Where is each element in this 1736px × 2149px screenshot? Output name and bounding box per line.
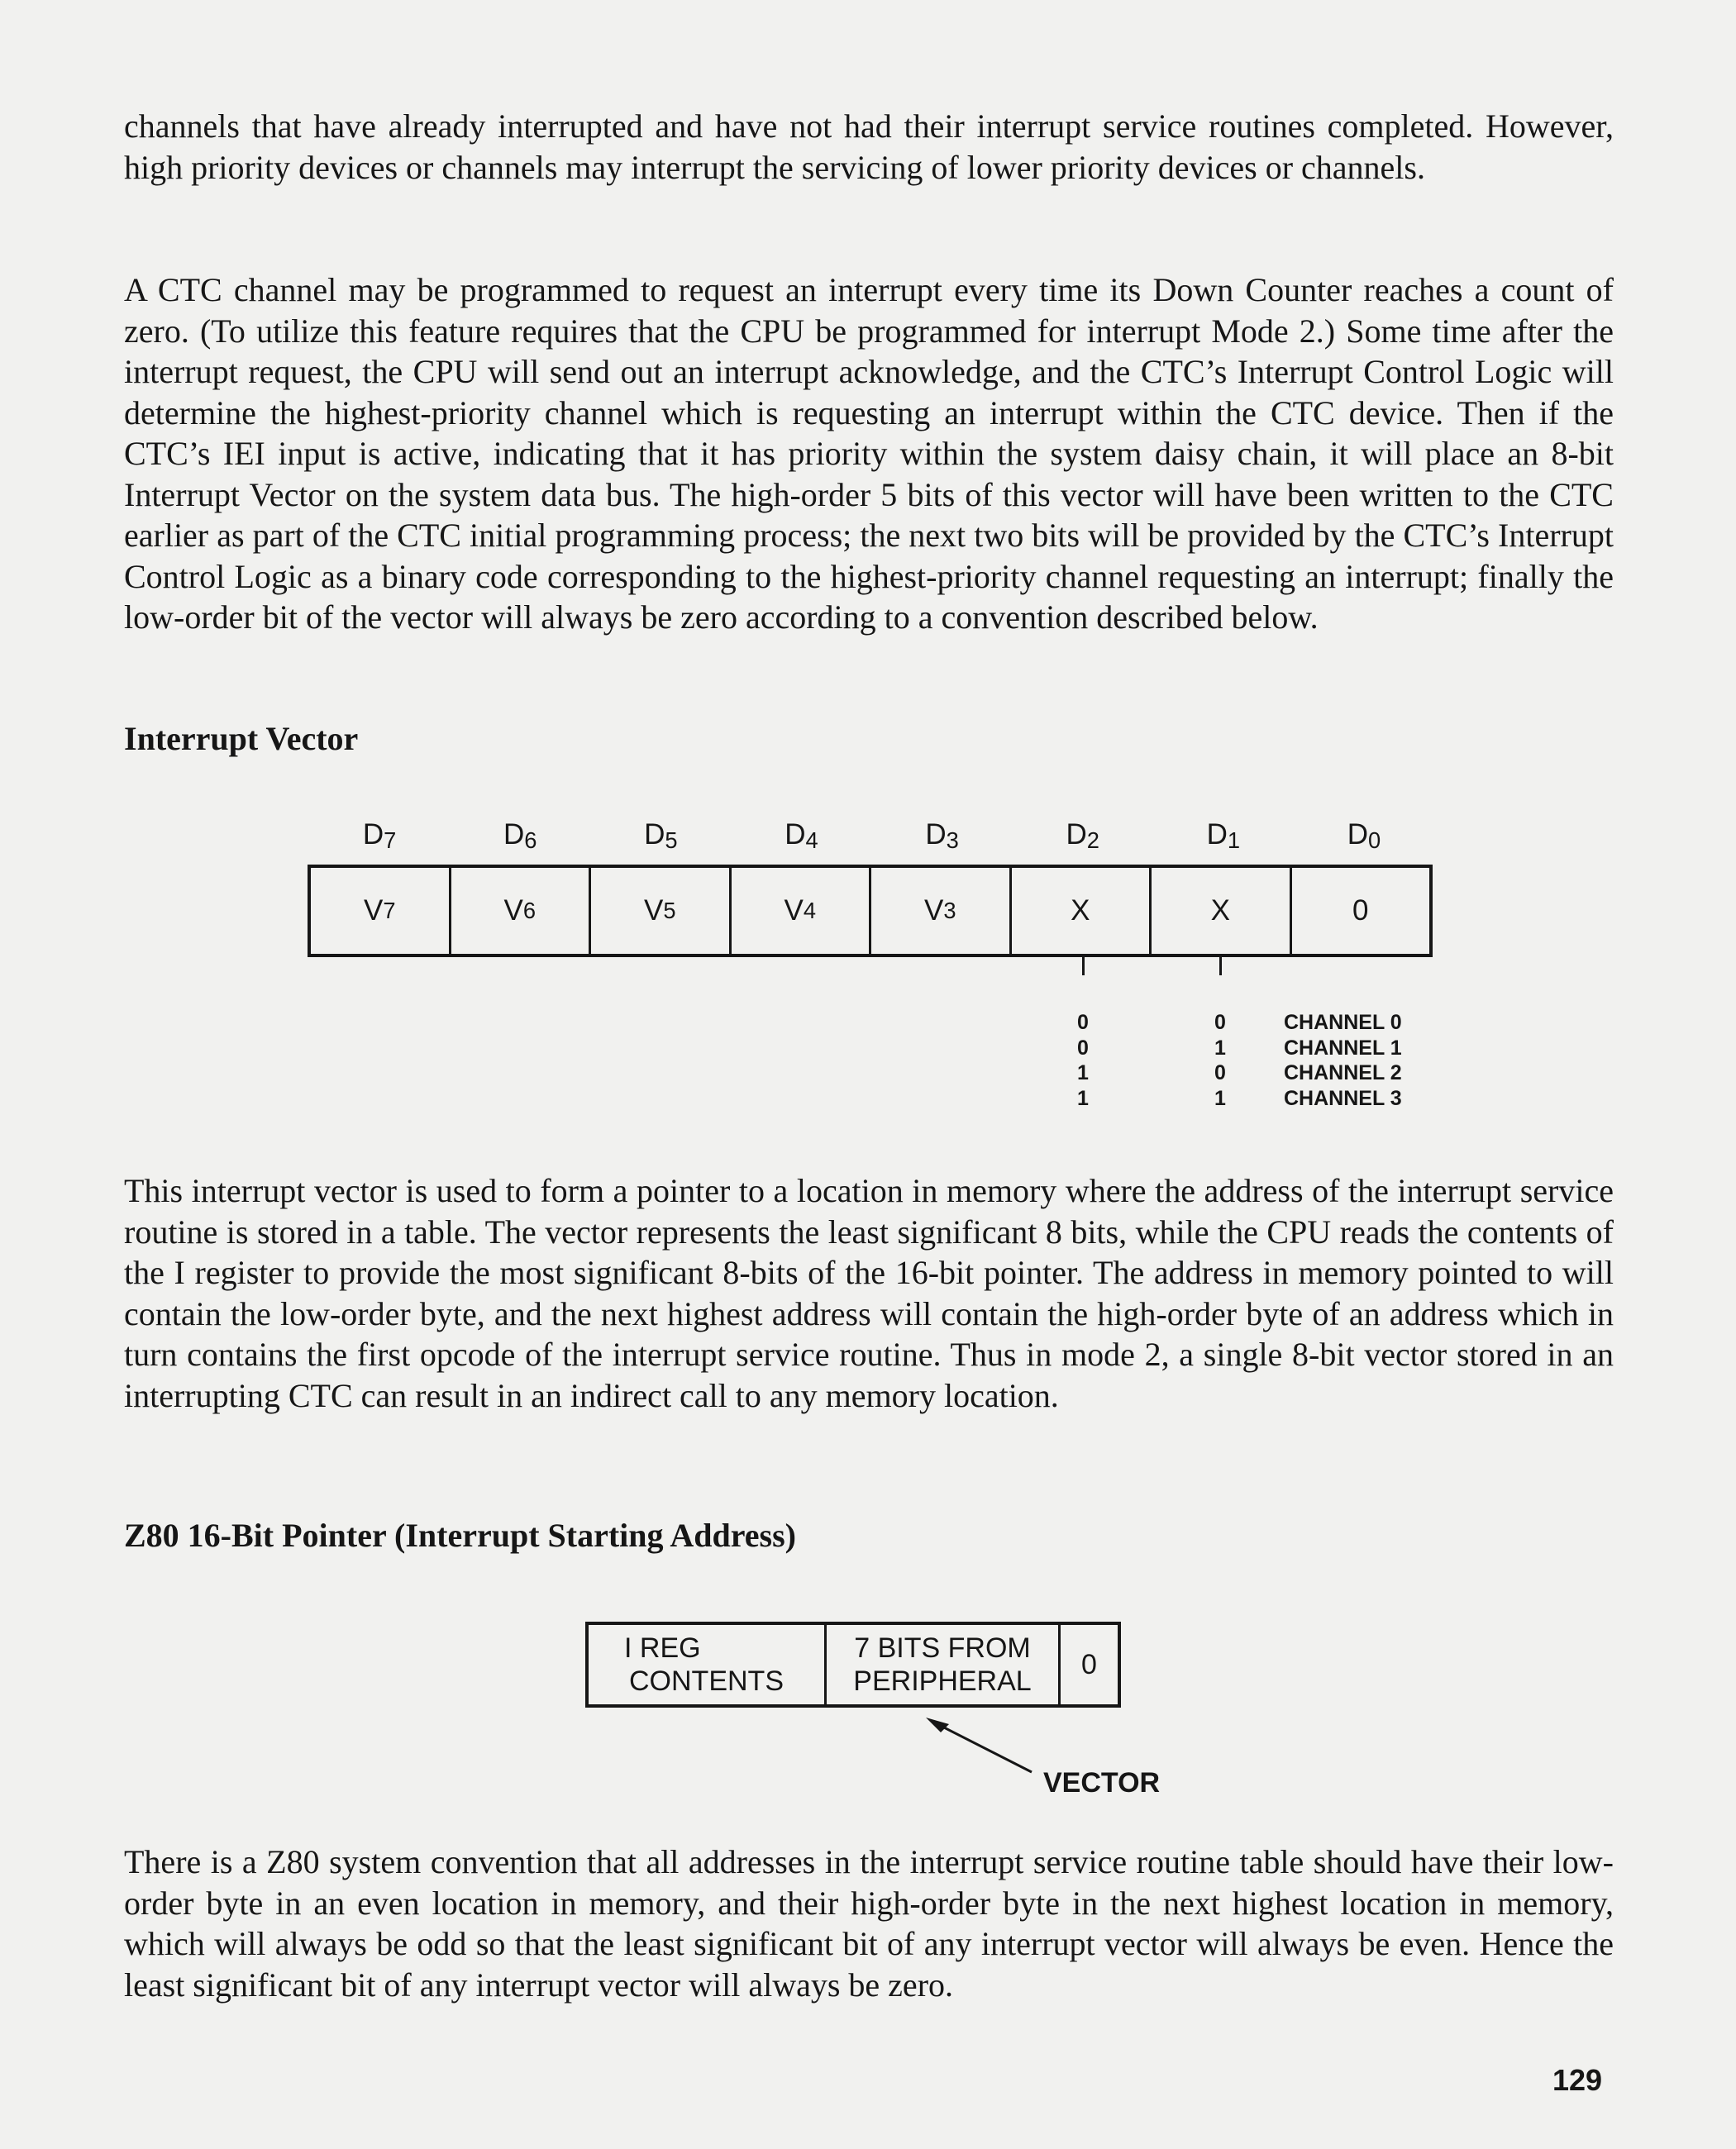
- d2-bit-3: 1: [1077, 1086, 1089, 1110]
- bit-label-d4: $D_4$: [785, 818, 818, 853]
- channel-names: [1284, 1010, 1402, 1111]
- bit-label-d3: $D_3$: [925, 818, 959, 853]
- paragraph-3: This interrupt vector is used to form a pointer to a location in memory where the address of the interrupt service routine is stored in a table. The vector represents the least significant 8 bits, while the CPU reads the contents of the I register to provide the most significant 8-bits of the 16-bit pointer. The address in memory pointed to will contain the low-order byte, and the next highest address will contain the high-order byte of an address which in turn contains the first opcode of the interrupt service routine. Thus in mode 2, a single 8-bit vector stored in an interrupting CTC can result in an indirect call to any memory location.: [124, 1172, 1614, 1414]
- bit-label-d1: $D_1$: [1206, 818, 1241, 853]
- zero-bit: 0: [1081, 1649, 1097, 1680]
- channel-name-0: CHANNEL 0: [1284, 1011, 1402, 1034]
- vector-register-box: [308, 865, 1433, 957]
- zero-cell: [1061, 1625, 1118, 1704]
- d2-bit-2: 1: [1077, 1061, 1089, 1084]
- channel-name-1: CHANNEL 1: [1284, 1036, 1402, 1060]
- vector-label: VECTOR: [1043, 1767, 1161, 1799]
- channel-name-2: CHANNEL 2: [1284, 1061, 1402, 1084]
- vector-cell-d1: X: [1152, 868, 1292, 954]
- vector-cell-d7: V 7: [311, 868, 451, 954]
- peripheral-cell: [827, 1625, 1061, 1704]
- peripheral-line2: PERIPHERAL: [853, 1665, 1032, 1697]
- d1-channel-bits: [1212, 1010, 1228, 1111]
- bit-label-d7: $D_7$: [362, 818, 397, 853]
- peripheral-line1: 7 BITS FROM: [854, 1632, 1031, 1664]
- i-reg-line1: I REG: [624, 1632, 701, 1664]
- heading-16bit-pointer: Z80 16-Bit Pointer (Interrupt Starting Address): [124, 1517, 796, 1554]
- bit-label-d5: $D_5$: [644, 818, 678, 853]
- d2-channel-bits: [1075, 1010, 1091, 1111]
- vector-arrow: [909, 1711, 1042, 1777]
- paragraph-4: There is a Z80 system convention that all addresses in the interrupt service routine table should have their low-order byte in an even location in memory, and their high-order byte in the next highest location in memory, which will always be odd so that the least significant bit of any interrupt vector will always be even. Hence the least significant bit of any interrupt vector will always be zero.: [124, 1843, 1614, 2004]
- d2-bit-0: 0: [1077, 1011, 1089, 1034]
- bit-label-d0: $D_0$: [1347, 818, 1381, 853]
- page-number: 129: [1552, 2063, 1603, 2097]
- vector-cell-d3: V 3: [871, 868, 1012, 954]
- pointer-box: [585, 1622, 1121, 1708]
- d1-bit-0: 0: [1214, 1011, 1226, 1034]
- d1-bit-1: 1: [1214, 1036, 1226, 1060]
- channel-name-3: CHANNEL 3: [1284, 1086, 1402, 1110]
- vector-cell-d0: 0: [1352, 894, 1369, 927]
- vector-cell-d2: X: [1012, 868, 1152, 954]
- vector-cell-d4: V 4: [732, 868, 872, 954]
- d2-bit-1: 0: [1077, 1036, 1089, 1060]
- d1-bit-3: 1: [1214, 1086, 1226, 1110]
- i-reg-cell: [589, 1625, 827, 1704]
- i-reg-line2: CONTENTS: [629, 1665, 784, 1697]
- bit-label-d6: $D_6$: [503, 818, 537, 853]
- vector-cell-d6: V 6: [451, 868, 592, 954]
- d1-tick: [1219, 957, 1222, 975]
- vector-cell-d5: V 5: [591, 868, 732, 954]
- paragraph-1: channels that have already interrupted and have not had their interrupt service routines completed. However, high priority devices or channels may interrupt the servicing of lower priority devices or channels.: [124, 107, 1614, 186]
- heading-interrupt-vector: Interrupt Vector: [124, 720, 359, 757]
- d1-bit-2: 0: [1214, 1061, 1226, 1084]
- paragraph-2: A CTC channel may be programmed to request an interrupt every time its Down Counter reaches a count of zero. (To utilize this feature requires that the CPU be programmed for interrupt Mode 2.) Some time after the interrupt request, the CPU will send out an interrupt acknowledge, and the CTC’s Interrupt Control Logic will determine the highest-priority channel which is requesting an interrupt within the CTC device. Then if the CTC’s IEI input is active, indicating that it has priority within the system daisy chain, it will place an 8-bit Interrupt Vector on the system data bus. The high-order 5 bits of this vector will have been written to the CTC earlier as part of the CTC initial programming process; the next two bits will be provided by the CTC’s Interrupt Control Logic as a binary code corresponding to the highest-priority channel requesting an interrupt; finally the low-order bit of the vector will always be zero according to a convention described below.: [124, 271, 1614, 636]
- bit-label-d2: $D_2$: [1066, 818, 1099, 853]
- d2-tick: [1082, 957, 1085, 975]
